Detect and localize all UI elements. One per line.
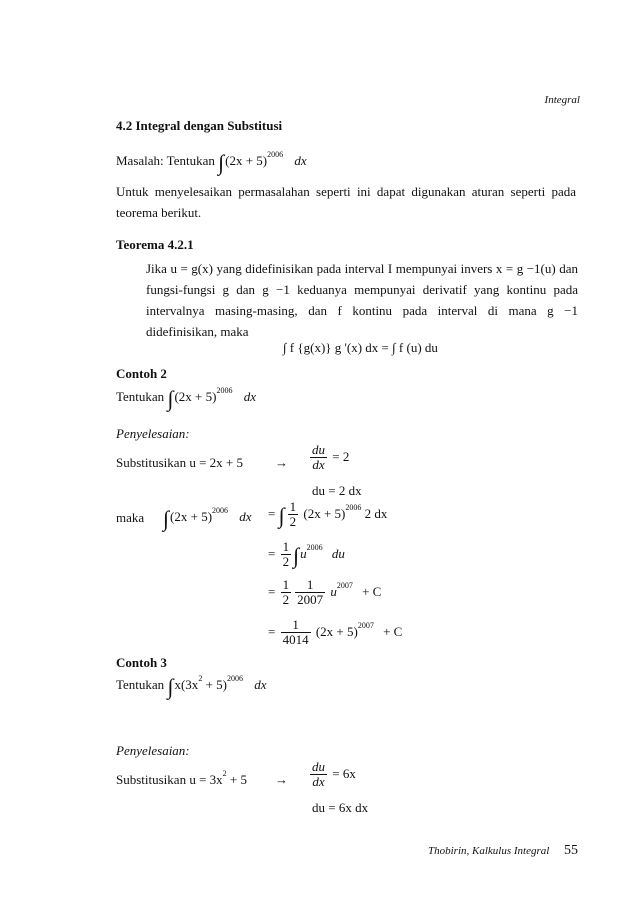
contoh2-substitution: Substitusikan u = 2x + 5 [116, 455, 243, 470]
frac-den: 2 [282, 554, 290, 570]
contoh2-title: Contoh 2 [116, 366, 167, 381]
step3-expr: u [330, 583, 337, 599]
contoh3-task-power: 2006 [226, 674, 243, 683]
integral-sign: ∫ [167, 674, 174, 699]
contoh2-du-line: du = 2 dx [312, 483, 362, 498]
contoh3-task-label: Tentukan [116, 677, 165, 692]
integral-sign: ∫ [218, 150, 225, 175]
integral-sign: ∫ [278, 502, 285, 528]
frac-den: 2 [289, 514, 297, 530]
frac-num: 1 [289, 499, 297, 514]
contoh2-deriv-rhs: = 2 [332, 448, 350, 464]
step1-power: 2006 [345, 502, 362, 512]
step4-expr: (2x + 5) [315, 623, 358, 639]
contoh2-task-power: 2006 [216, 386, 233, 395]
masalah-label: Masalah: Tentukan [116, 153, 215, 168]
contoh3-subst-a: Substitusikan u = 3x [116, 772, 223, 787]
step2-tail: du [331, 545, 345, 561]
integral-sign: ∫ [163, 506, 170, 531]
frac-num: 1 [281, 618, 311, 633]
frac-den: dx [312, 457, 325, 473]
theorem-title: Teorema 4.2.1 [116, 237, 194, 252]
contoh3-subst-b: + 5 [226, 772, 247, 787]
contoh3-solution-label: Penyelesaian: [116, 743, 190, 758]
frac-den: dx [312, 774, 325, 790]
masalah-dx: dx [294, 153, 307, 168]
contoh2-derivative [308, 443, 349, 473]
arrow-icon: → [275, 455, 288, 470]
frac-num: du [312, 759, 325, 774]
contoh2-lhs-dx: dx [239, 509, 252, 524]
contoh3-deriv-rhs: = 6x [332, 765, 356, 781]
masalah-line [116, 152, 307, 174]
theorem-body: Jika u = g(x) yang didefinisikan pada interval I mempunyai invers x = g −1(u) dan fungsi-fungsi g dan g −1 keduanya mempunyai derivatif yang kontinu pada intervalnya masing-masing, dan f kontinu pada interval di mana g −1 didefinisikan, maka [146, 261, 578, 339]
contoh2-lhs-power: 2006 [212, 506, 229, 515]
contoh2-task-expr: (2x + 5) [174, 389, 217, 404]
contoh2-maka-label: maka [116, 510, 145, 525]
step2-power: 2006 [306, 542, 323, 552]
integral-sign: ∫ [167, 386, 174, 411]
contoh3-task-dx: dx [254, 677, 267, 692]
contoh3-subst-sq: 2 [222, 769, 227, 778]
contoh3-title: Contoh 3 [116, 655, 167, 670]
intro-paragraph: Untuk menyelesaikan permasalahan seperti ini dapat digunakan aturan seperti pada teorema berikut. [116, 184, 576, 220]
section-title: 4.2 Integral dengan Substitusi [116, 118, 283, 133]
frac-num: 1 [282, 539, 290, 554]
frac-num: 1 [282, 577, 290, 592]
theorem-formula: ∫ f {g(x)} g '(x) dx = ∫ f (u) du [283, 340, 438, 355]
contoh2-task-label: Tentukan [116, 389, 165, 404]
masalah-power: 2006 [267, 150, 284, 159]
contoh2-lhs-expr: (2x + 5) [170, 509, 213, 524]
equals-sign: = [268, 545, 276, 561]
frac-den: 4014 [282, 632, 309, 648]
step2-expr: u [300, 545, 307, 561]
contoh3-task-expr-a: x(3x [174, 677, 199, 692]
contoh2-step3 [268, 578, 381, 608]
frac-den: 2 [282, 592, 290, 608]
contoh2-task-dx: dx [243, 389, 256, 404]
contoh2-task [116, 388, 256, 410]
frac-num: 1 [295, 578, 325, 593]
equals-sign: = [268, 623, 276, 639]
step4-tail: + C [383, 623, 403, 639]
step1-expr: (2x + 5) [303, 505, 346, 521]
contoh3-task-sq: 2 [198, 674, 203, 683]
page-number: 55 [564, 843, 578, 858]
contoh2-step2 [268, 540, 345, 570]
contoh3-du-line: du = 6x dx [312, 800, 369, 815]
footer-author-book: Thobirin, Kalkulus Integral [428, 845, 550, 857]
contoh2-solution-label: Penyelesaian: [116, 426, 190, 441]
step4-power: 2007 [357, 620, 374, 630]
contoh2-lhs [163, 508, 252, 530]
running-header: Integral [544, 94, 580, 106]
contoh3-task-expr-b: + 5) [202, 677, 227, 692]
frac-den: 2007 [297, 592, 324, 608]
step3-tail: + C [362, 583, 382, 599]
contoh3-task [116, 676, 267, 698]
arrow-icon: → [275, 772, 288, 787]
contoh2-step1 [268, 500, 387, 530]
contoh3-derivative [308, 760, 356, 790]
equals-sign: = [268, 583, 276, 599]
contoh3-substitution [116, 769, 247, 788]
frac-num: du [312, 442, 325, 457]
integral-sign: ∫ [293, 542, 300, 568]
step1-tail: 2 dx [364, 505, 388, 521]
step3-power: 2007 [336, 580, 353, 590]
masalah-integrand: (2x + 5) [225, 153, 268, 168]
contoh2-step4 [268, 618, 402, 648]
equals-sign: = [268, 505, 276, 521]
